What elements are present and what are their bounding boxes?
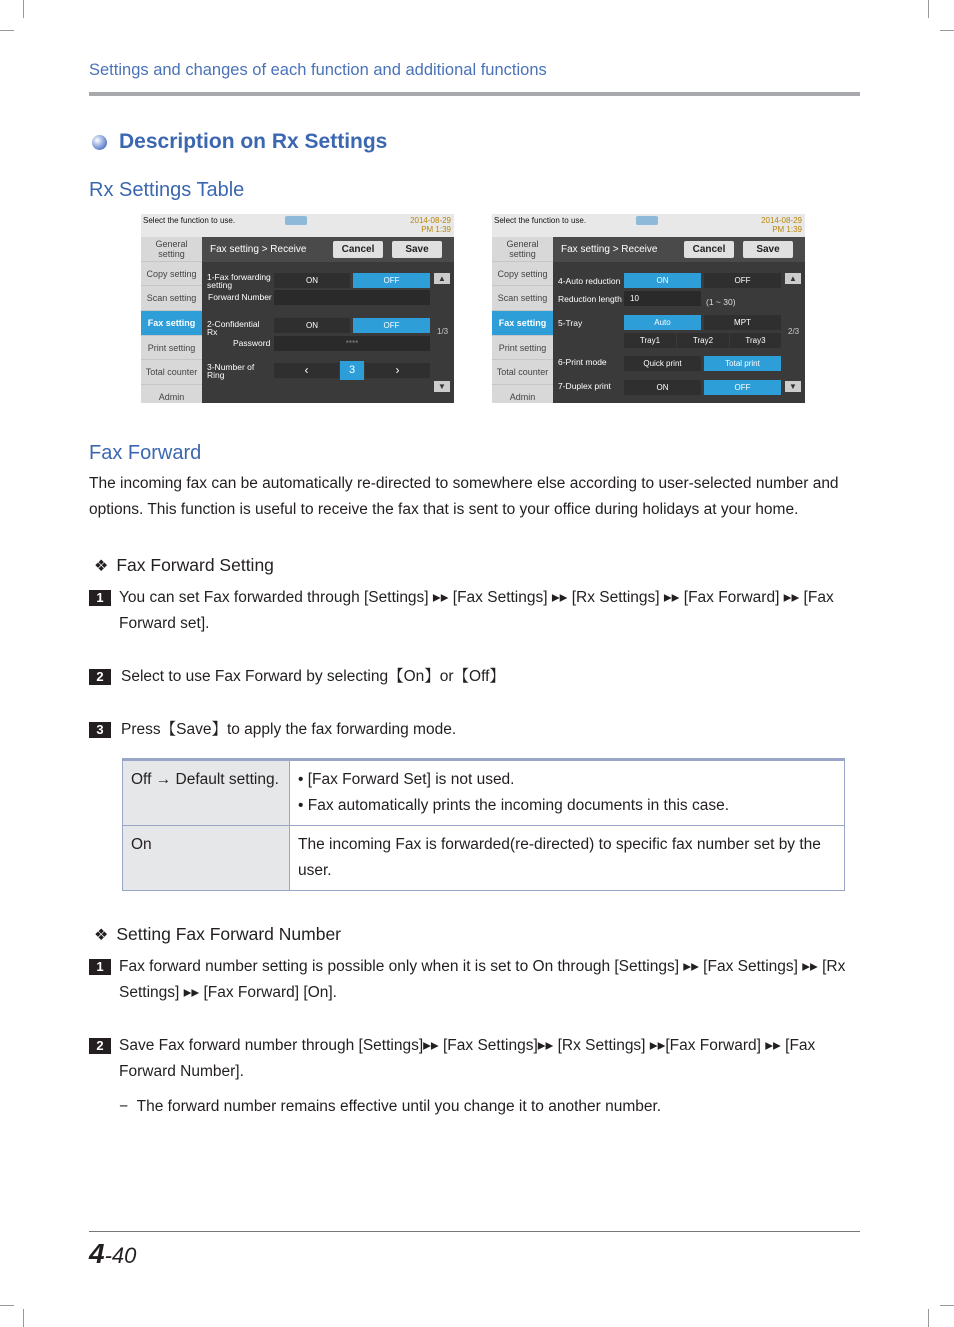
dash-bullet-icon: − (119, 1098, 137, 1115)
tray-auto-button[interactable]: Auto (624, 315, 701, 330)
reduction-length-field[interactable]: 10 (624, 291, 701, 306)
menu-total-counter[interactable]: Total counter (141, 360, 202, 385)
confidential-rx-off-button[interactable]: OFF (353, 318, 430, 333)
fax-forward-title: Fax Forward (89, 442, 202, 464)
menu-general-setting[interactable]: General setting (492, 237, 553, 262)
quick-print-button[interactable]: Quick print (624, 356, 701, 371)
save-button[interactable]: Save (392, 241, 442, 258)
tray-label: 5-Tray (558, 318, 583, 328)
forward-number-heading (94, 924, 341, 945)
print-mode-label: 6-Print mode (558, 357, 607, 367)
auto-reduction-on-button[interactable]: ON (624, 273, 701, 288)
password-field[interactable]: **** (274, 336, 430, 351)
screen-hint: Select the function to use. (494, 216, 587, 225)
screen-datetime (761, 216, 802, 234)
step-number: 2 (89, 669, 111, 685)
diamond-bullet-icon: ❖ (94, 926, 109, 944)
table-key-cell: On (123, 826, 290, 891)
forward-number-step (89, 1033, 869, 1085)
duplex-print-label: 7-Duplex print (558, 381, 611, 391)
menu-scan-setting[interactable]: Scan setting (492, 286, 553, 311)
confidential-rx-on-button[interactable]: ON (274, 318, 350, 333)
screen-date: 2014-08-29 (410, 216, 451, 225)
tray-mpt-button[interactable]: MPT (704, 315, 781, 330)
menu-fax-setting[interactable]: Fax setting (141, 311, 202, 336)
forward-setting-step (89, 585, 869, 637)
rx-settings-screen-2 (492, 214, 805, 403)
auto-reduction-label: 4-Auto reduction (558, 276, 621, 286)
header-rule (89, 92, 860, 96)
section-title-text: Description on Rx Settings (119, 130, 388, 153)
menu-copy-setting[interactable]: Copy setting (141, 262, 202, 287)
reduction-length-label: Reduction length (558, 294, 622, 304)
forward-setting-heading (94, 555, 274, 576)
fax-forward-description: The incoming fax can be automatically re-directed to somewhere else according to user-selected number and options. This function is useful to receive the fax that is sent to your office during holidays at your home. (89, 475, 839, 518)
menu-admin[interactable]: Admin (141, 385, 202, 403)
table-value-cell (290, 760, 845, 826)
section-title (92, 130, 387, 154)
table-row (123, 826, 845, 891)
forward-setting-step (89, 717, 869, 743)
crop-mark (23, 0, 24, 18)
crop-mark (940, 30, 954, 31)
page-number (89, 1238, 136, 1270)
step-text: Select to use Fax Forward by selecting【On】or【Off】 (121, 668, 505, 685)
list-item: • Fax automatically prints the incoming documents in this case. (298, 797, 730, 814)
forward-setting-title: Fax Forward Setting (116, 555, 274, 575)
forward-setting-step (89, 664, 869, 690)
menu-total-counter[interactable]: Total counter (492, 360, 553, 385)
scroll-down-icon[interactable]: ▼ (785, 381, 801, 392)
crop-mark (0, 1305, 14, 1306)
page-suffix: -40 (104, 1243, 137, 1268)
screen-status-bar (141, 214, 454, 237)
menu-general-setting[interactable]: General setting (141, 237, 202, 262)
duplex-print-on-button[interactable]: ON (624, 380, 701, 395)
bullet-text: [Fax Forward Set] is not used. (307, 771, 515, 788)
step-text: Press【Save】to apply the fax forwarding mode. (121, 721, 457, 738)
forward-number-title: Setting Fax Forward Number (116, 924, 342, 944)
scroll-up-icon[interactable]: ▲ (434, 273, 450, 284)
screen-side-menu (492, 237, 553, 403)
keyboard-icon[interactable] (636, 216, 658, 225)
cancel-button[interactable]: Cancel (333, 241, 383, 258)
crop-mark (23, 1309, 24, 1327)
ring-decrease-chevron-left-icon[interactable]: ‹ (274, 363, 339, 378)
keyboard-icon[interactable] (285, 216, 307, 225)
table-value-cell: The incoming Fax is forwarded(re-directed) to specific fax number set by the user. (290, 826, 845, 891)
crop-mark (0, 30, 14, 31)
reduction-range: (1 ~ 30) (706, 297, 736, 307)
forward-number-field[interactable] (274, 290, 430, 305)
forward-mode-table (122, 758, 845, 891)
tray1-button[interactable]: Tray1 (624, 333, 676, 348)
duplex-print-off-button[interactable]: OFF (704, 380, 781, 395)
forward-number-step (89, 954, 869, 1006)
screen-side-menu (141, 237, 202, 403)
footer-rule (89, 1231, 860, 1232)
screen-hint: Select the function to use. (143, 216, 236, 225)
ring-value: 3 (340, 361, 364, 380)
screen-title-bar (553, 237, 805, 262)
table-row (123, 760, 845, 826)
menu-admin[interactable]: Admin (492, 385, 553, 403)
total-print-button[interactable]: Total print (704, 356, 781, 371)
bullet-ball-icon (92, 135, 107, 150)
tray2-button[interactable]: Tray2 (677, 333, 729, 348)
fax-forwarding-label: 1-Fax forwarding setting (207, 272, 271, 290)
screen-date: 2014-08-29 (761, 216, 802, 225)
screen-breadcrumb: Fax setting > Receive (561, 244, 658, 255)
step-number: 1 (89, 590, 111, 606)
screen-page-indicator: 1/3 (437, 327, 449, 336)
screen-time: PM 1:39 (772, 225, 802, 234)
crop-mark (928, 0, 929, 18)
number-of-ring-label: 3-Number of Ring (207, 362, 255, 380)
chapter-number: 4 (89, 1238, 105, 1269)
menu-print-setting[interactable]: Print setting (141, 336, 202, 361)
step-number: 1 (89, 959, 111, 975)
menu-print-setting[interactable]: Print setting (492, 336, 553, 361)
step-number: 3 (89, 722, 111, 738)
step-text: Fax forward number setting is possible only when it is set to On through [Settings] ▸▸ [Fax Settings] ▸▸ [Rx Settings] ▸▸ [Fax Forward] [On]. (119, 958, 846, 1001)
scroll-down-icon[interactable]: ▼ (434, 381, 450, 392)
crop-mark (940, 1305, 954, 1306)
scroll-up-icon[interactable]: ▲ (785, 273, 801, 284)
forward-number-label: Forward Number (208, 292, 272, 302)
screen-breadcrumb: Fax setting > Receive (210, 244, 307, 255)
step-text: You can set Fax forwarded through [Settings] ▸▸ [Fax Settings] ▸▸ [Rx Settings] ▸▸ [Fax Forward] ▸▸ [Fax Forward set]. (119, 589, 834, 632)
rx-table-title: Rx Settings Table (89, 179, 245, 201)
menu-copy-setting[interactable]: Copy setting (492, 262, 553, 287)
password-label: Password (233, 338, 271, 348)
cancel-button[interactable]: Cancel (684, 241, 734, 258)
screen-page-indicator: 2/3 (788, 327, 800, 336)
forward-number-note (119, 1094, 859, 1120)
tray3-button[interactable]: Tray3 (730, 333, 781, 348)
menu-fax-setting[interactable]: Fax setting (492, 311, 553, 336)
note-text: The forward number remains effective until you change it to another number. (136, 1098, 662, 1115)
ring-increase-chevron-right-icon[interactable]: › (365, 363, 430, 378)
running-header: Settings and changes of each function and additional functions (89, 61, 547, 79)
step-text: Save Fax forward number through [Settings]▸▸ [Fax Settings]▸▸ [Rx Settings] ▸▸[Fax Forward] ▸▸ [Fax Forward Number]. (119, 1037, 816, 1080)
table-key-cell: Off → Default setting. (123, 760, 290, 826)
screen-datetime (410, 216, 451, 234)
confidential-rx-label: 2-Confidential Rx (207, 319, 260, 337)
menu-scan-setting[interactable]: Scan setting (141, 286, 202, 311)
rx-settings-screen-1 (141, 214, 454, 403)
fax-forwarding-on-button[interactable]: ON (274, 273, 350, 288)
crop-mark (928, 1309, 929, 1327)
screen-status-bar (492, 214, 805, 237)
screen-title-bar (202, 237, 454, 262)
save-button[interactable]: Save (743, 241, 793, 258)
diamond-bullet-icon: ❖ (94, 557, 109, 575)
step-number: 2 (89, 1038, 111, 1054)
list-item: • [Fax Forward Set] is not used. (298, 771, 515, 788)
bullet-text: Fax automatically prints the incoming documents in this case. (307, 797, 730, 814)
fax-forwarding-off-button[interactable]: OFF (353, 273, 430, 288)
screen-time: PM 1:39 (421, 225, 451, 234)
auto-reduction-off-button[interactable]: OFF (704, 273, 781, 288)
